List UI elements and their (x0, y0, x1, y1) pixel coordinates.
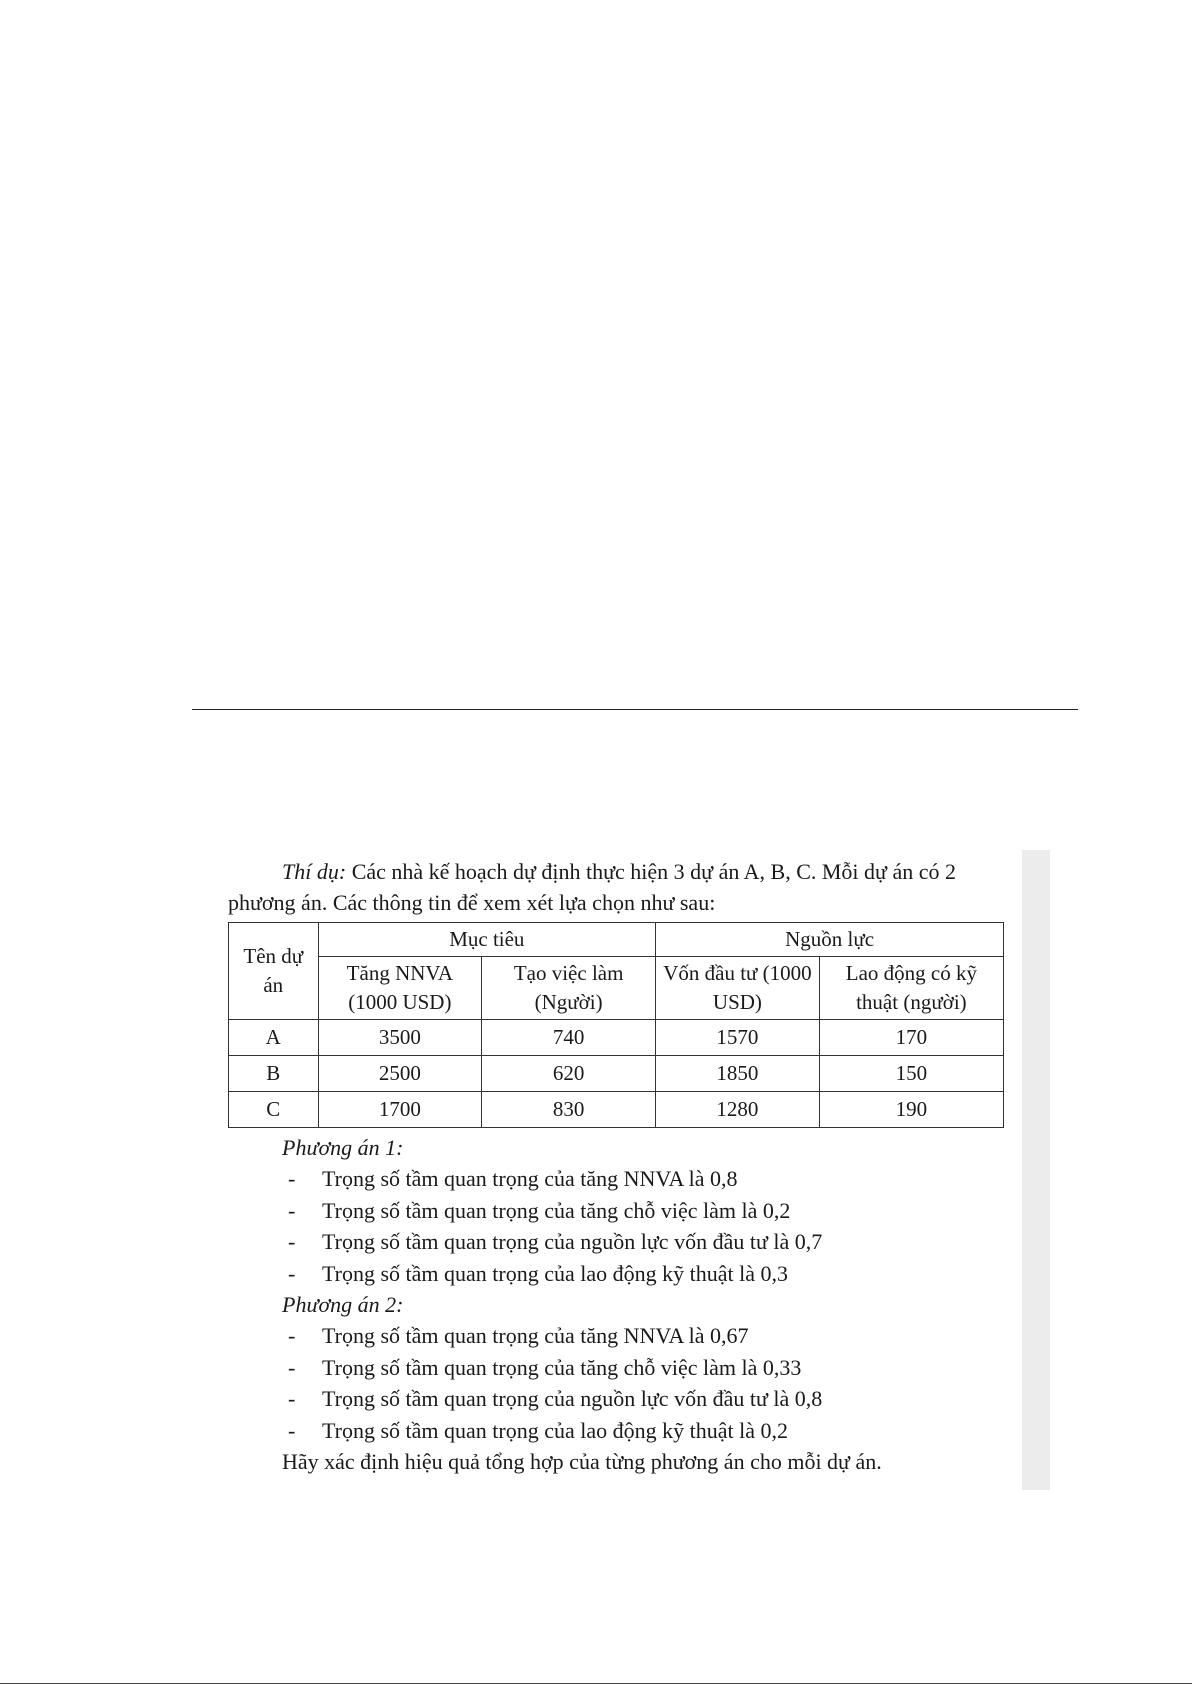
list-item (228, 1415, 1024, 1447)
table-cell: 170 (819, 1020, 1003, 1056)
list-item (228, 1258, 1024, 1290)
list-item-text: Trọng số tầm quan trọng của tăng chỗ việc làm là 0,2 (322, 1197, 791, 1223)
plan-2 (228, 1289, 1024, 1446)
table-cell: 150 (819, 1056, 1003, 1092)
bullet-dash: - (288, 1229, 296, 1254)
project-name-cell: B (229, 1056, 319, 1092)
plan-title: Phương án 1: (282, 1135, 404, 1160)
table-cell: 1570 (656, 1020, 820, 1056)
table-cell: 1700 (318, 1092, 482, 1128)
column-header: Tạo việc làm (Người) (482, 957, 656, 1020)
list-item-text: Trọng số tầm quan trọng của tăng chỗ việc làm là 0,33 (322, 1354, 802, 1380)
project-name-header: Tên dự án (229, 923, 319, 1020)
table-cell: 1850 (656, 1056, 820, 1092)
list-item (228, 1320, 1024, 1352)
intro-paragraph (228, 856, 1024, 918)
list-item-text: Trọng số tầm quan trọng của nguồn lực vốn đầu tư là 0,8 (322, 1386, 823, 1411)
plan-weights-list (228, 1320, 1024, 1446)
plan-weights-list (228, 1163, 1024, 1289)
table-row (229, 1092, 1004, 1128)
closing-question: Hãy xác định hiệu quả tổng hợp của từng phương án cho mỗi dự án. (282, 1449, 882, 1474)
table-cell: 2500 (318, 1056, 482, 1092)
scanned-excerpt (220, 850, 1050, 1490)
bullet-dash: - (288, 1260, 296, 1286)
plan-1 (228, 1132, 1024, 1289)
table-cell: 190 (819, 1092, 1003, 1128)
list-item (228, 1226, 1024, 1258)
project-name-cell: C (229, 1092, 319, 1128)
scan-edge-strip (1022, 850, 1050, 1490)
bullet-dash: - (288, 1354, 296, 1380)
bullet-dash: - (288, 1166, 296, 1191)
bullet-dash: - (288, 1417, 296, 1443)
table-cell: 830 (482, 1092, 656, 1128)
table-cell: 1280 (656, 1092, 820, 1128)
resources-group-header: Nguồn lực (656, 923, 1004, 957)
list-item (228, 1195, 1024, 1227)
goals-group-header: Mục tiêu (318, 923, 656, 957)
bullet-dash: - (288, 1323, 296, 1348)
bullet-dash: - (288, 1386, 296, 1411)
project-table (228, 922, 1004, 1128)
list-item-text: Trọng số tầm quan trọng của lao động kỹ thuật là 0,3 (322, 1260, 789, 1286)
top-divider (192, 709, 1078, 710)
bottom-divider (0, 1683, 1192, 1684)
example-label: Thí dụ: (282, 859, 347, 884)
table-cell: 740 (482, 1020, 656, 1056)
list-item-text: Trọng số tầm quan trọng của nguồn lực vốn đầu tư là 0,7 (322, 1229, 823, 1254)
list-item (228, 1163, 1024, 1195)
list-item (228, 1383, 1024, 1415)
list-item-text: Trọng số tầm quan trọng của tăng NNVA là 0,67 (322, 1323, 749, 1348)
intro-text: Các nhà kế hoạch dự định thực hiện 3 dự án A, B, C. Mỗi dự án có 2 phương án. Các thông tin để xem xét lựa chọn như sau: (228, 859, 956, 915)
column-header: Vốn đầu tư (1000 USD) (656, 957, 820, 1020)
table-header-row-1 (229, 923, 1004, 957)
excerpt-content (228, 856, 1024, 1477)
table-cell: 620 (482, 1056, 656, 1092)
table-row (229, 1056, 1004, 1092)
table-row (229, 1020, 1004, 1056)
table-header-row-2 (229, 957, 1004, 1020)
project-name-cell: A (229, 1020, 319, 1056)
column-header: Tăng NNVA (1000 USD) (318, 957, 482, 1020)
list-item-text: Trọng số tầm quan trọng của tăng NNVA là 0,8 (322, 1166, 738, 1191)
list-item-text: Trọng số tầm quan trọng của lao động kỹ thuật là 0,2 (322, 1417, 789, 1443)
bullet-dash: - (288, 1197, 296, 1223)
table-cell: 3500 (318, 1020, 482, 1056)
column-header: Lao động có kỹ thuật (người) (819, 957, 1003, 1020)
plan-title: Phương án 2: (282, 1292, 404, 1317)
list-item (228, 1352, 1024, 1384)
